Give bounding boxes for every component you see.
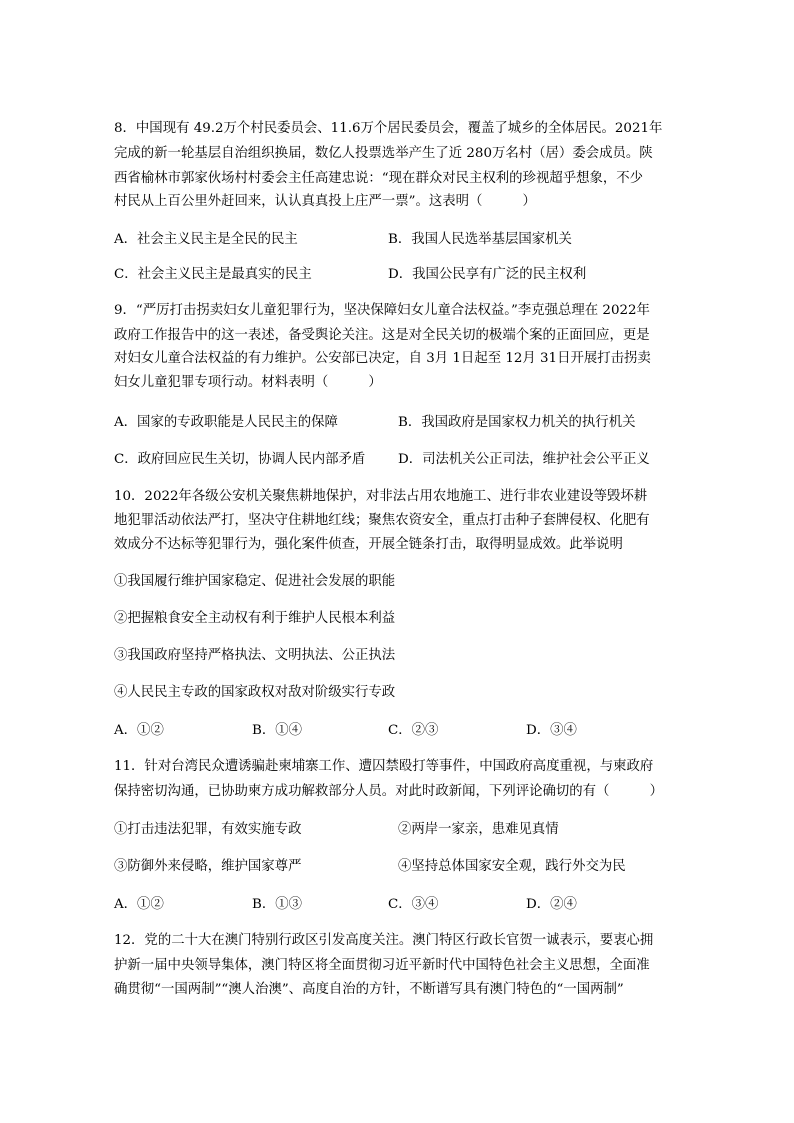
q11-statement-4: ④坚持总体国家安全观，践行外交为民 (398, 859, 626, 874)
q11-option-c: C．③④ (388, 897, 439, 912)
q9-stem-line-2: 政府工作报告中的这一表述，备受舆论关注。这是对全民关切的极端个案的正面回应，更是 (114, 328, 650, 343)
q10-stem-line-2: 地犯罪活动依法严打，坚决守住耕地红线；聚焦农资安全，重点打击种子套牌侵权、化肥有 (114, 513, 650, 528)
q11-option-a: A．①② (114, 897, 164, 912)
q10-option-d: D．③④ (526, 723, 577, 738)
q8-stem-line-1: 8．中国现有 49.2万个村民委员会、11.6万个居民委员会，覆盖了城乡的全体居民。2021年 (114, 121, 663, 136)
q9-option-b: B．我国政府是国家权力机关的执行机关 (398, 415, 636, 430)
q12-stem-line-1: 12．党的二十大在澳门特别行政区引发高度关注。澳门特区行政长官贺一诚表示，要衷心拥 (114, 933, 654, 948)
q10-statement-2: ②把握粮食安全主动权有利于维护人民根本利益 (114, 611, 396, 626)
q9-stem-line-4: 妇女儿童犯罪专项行动。材料表明（ ） (114, 375, 382, 390)
q8-stem-line-4: 村民从上百公里外赶回来，认认真真投上庄严一票”。这表明（ ） (114, 194, 536, 209)
q11-stem-line-2: 保持密切沟通，已协助柬方成功解救部分人员。对此时政新闻，下列评论确切的有（ ） (114, 784, 664, 799)
q12-stem-line-2: 护新一届中央领导集体，澳门特区将全面贯彻习近平新时代中国特色社会主义思想，全面准 (114, 958, 650, 973)
q11-option-b: B．①③ (252, 897, 303, 912)
q12-stem-line-3: 确贯彻“一国两制”“澳人治澳”、高度自治的方针，不断谱写具有澳门特色的“一国两制” (114, 982, 624, 997)
q9-stem-line-3: 对妇女儿童合法权益的有力维护。公安部已决定，自 3月 1日起至 12月 31日开展打击拐卖 (114, 351, 651, 366)
q10-option-b: B．①④ (252, 723, 303, 738)
q8-option-d: D．我国公民享有广泛的民主权利 (388, 267, 587, 282)
q11-option-d: D．②④ (526, 897, 577, 912)
q9-option-a: A．国家的专政职能是人民民主的保障 (114, 415, 338, 430)
q11-stem-line-1: 11．针对台湾民众遭诱骗赴柬埔寨工作、遭囚禁殴打等事件，中国政府高度重视，与柬政府 (114, 759, 654, 774)
q8-option-b: B．我国人民选举基层国家机关 (388, 232, 572, 247)
q10-stem-line-3: 效成分不达标等犯罪行为，强化案件侦查，开展全链条打击，取得明显成效。此举说明 (114, 537, 623, 552)
q9-stem-line-1: 9．“严厉打击拐卖妇女儿童犯罪行为，坚决保障妇女儿童合法权益。”李克强总理在 2022年 (114, 303, 650, 318)
q9-option-d: D．司法机关公正司法，维护社会公平正义 (398, 452, 650, 467)
q10-option-c: C．②③ (388, 723, 439, 738)
q8-option-c: C．社会主义民主是最真实的民主 (114, 267, 312, 282)
q10-statement-3: ③我国政府坚持严格执法、文明执法、公正执法 (114, 648, 396, 663)
q10-option-a: A．①② (114, 723, 164, 738)
q10-stem-line-1: 10．2022年各级公安机关聚焦耕地保护，对非法占用农地施工、进行非农业建设等毁坏耕 (114, 489, 648, 504)
q9-option-c: C．政府回应民生关切，协调人民内部矛盾 (114, 452, 366, 467)
q11-statement-2: ②两岸一家亲，患难见真情 (398, 822, 559, 837)
q10-statement-1: ①我国履行维护国家稳定、促进社会发展的职能 (114, 574, 396, 589)
q10-statement-4: ④人民民主专政的国家政权对敌对阶级实行专政 (114, 685, 396, 700)
q8-stem-line-3: 西省榆林市郭家伙场村村委会主任高建忠说：“现在群众对民主权利的珍视超乎想象，不少 (114, 171, 644, 186)
q8-stem-line-2: 完成的新一轮基层自治组织换届，数亿人投票选举产生了近 280万名村（居）委会成员。陕 (114, 146, 653, 161)
q8-option-a: A．社会主义民主是全民的民主 (114, 232, 298, 247)
q11-statement-3: ③防御外来侵略，维护国家尊严 (114, 859, 302, 874)
q11-statement-1: ①打击违法犯罪，有效实施专政 (114, 822, 302, 837)
